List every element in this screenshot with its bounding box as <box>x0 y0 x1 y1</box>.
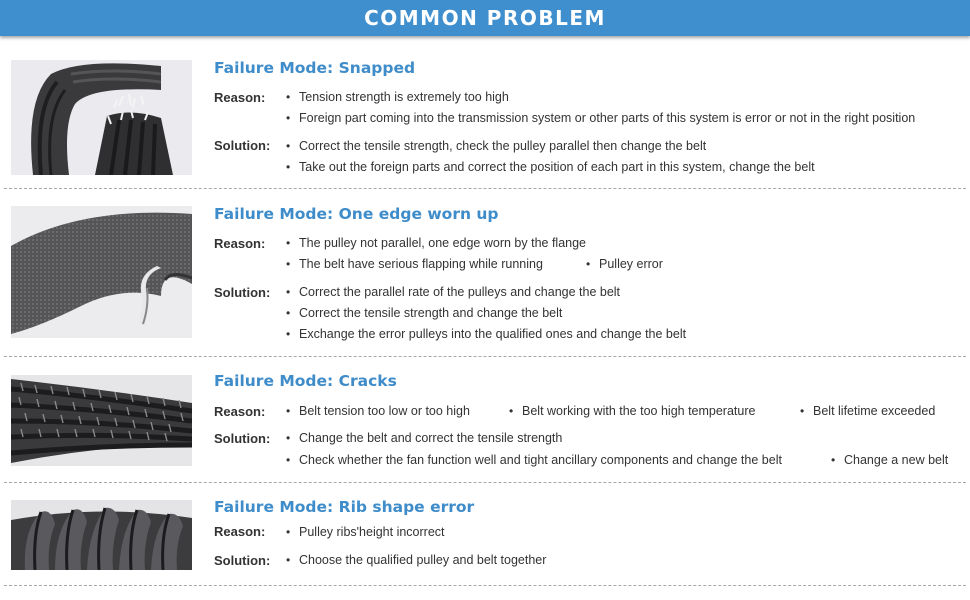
cracked-belt-image <box>11 375 192 466</box>
reason-item: • The belt have serious flapping while running <box>286 257 543 271</box>
reason-label: Reason: <box>214 236 266 251</box>
rib-shape-belt-image <box>11 500 192 570</box>
solution-item: • Exchange the error pulleys into the qualified ones and change the belt <box>286 327 686 341</box>
section-divider <box>4 188 966 189</box>
page-title: COMMON PROBLEM <box>364 6 606 30</box>
solution-label: Solution: <box>214 431 271 446</box>
solution-item: • Correct the tensile strength and change the belt <box>286 306 562 320</box>
solution-label: Solution: <box>214 138 271 153</box>
solution-label: Solution: <box>214 285 271 300</box>
reason-item: • Foreign part coming into the transmission system or other parts of this system is error or not in the right position <box>286 111 915 125</box>
solution-item: • Choose the qualified pulley and belt together <box>286 553 546 567</box>
failure-mode-title: Failure Mode: Snapped <box>214 59 416 77</box>
failure-mode-title: Failure Mode: Rib shape error <box>214 498 475 516</box>
section-divider <box>4 356 966 357</box>
solution-item: • Check whether the fan function well and tight ancillary components and change the belt <box>286 453 782 467</box>
failure-mode-title: Failure Mode: Cracks <box>214 372 397 390</box>
header-banner <box>0 0 970 36</box>
snapped-belt-image <box>11 60 192 175</box>
reason-label: Reason: <box>214 404 266 419</box>
edge-worn-belt-image <box>11 206 192 338</box>
reason-item: • Belt working with the too high temperature <box>509 404 755 418</box>
solution-item: • Change a new belt <box>831 453 948 467</box>
reason-item: • Tension strength is extremely too high <box>286 90 509 104</box>
reason-item: • Belt lifetime exceeded <box>800 404 935 418</box>
reason-item: • Belt tension too low or too high <box>286 404 470 418</box>
reason-item: • Pulley error <box>586 257 663 271</box>
failure-mode-title: Failure Mode: One edge worn up <box>214 205 499 223</box>
reason-item: • Pulley ribs'height incorrect <box>286 525 445 539</box>
solution-label: Solution: <box>214 553 271 568</box>
reason-label: Reason: <box>214 524 266 539</box>
reason-item: • The pulley not parallel, one edge worn by the flange <box>286 236 586 250</box>
solution-item: • Correct the tensile strength, check the pulley parallel then change the belt <box>286 139 706 153</box>
solution-item: • Take out the foreign parts and correct the position of each part in this system, change the belt <box>286 160 815 174</box>
reason-label: Reason: <box>214 90 266 105</box>
section-divider <box>4 585 966 586</box>
solution-item: • Correct the parallel rate of the pulleys and change the belt <box>286 285 620 299</box>
section-divider <box>4 482 966 483</box>
solution-item: • Change the belt and correct the tensile strength <box>286 431 562 445</box>
